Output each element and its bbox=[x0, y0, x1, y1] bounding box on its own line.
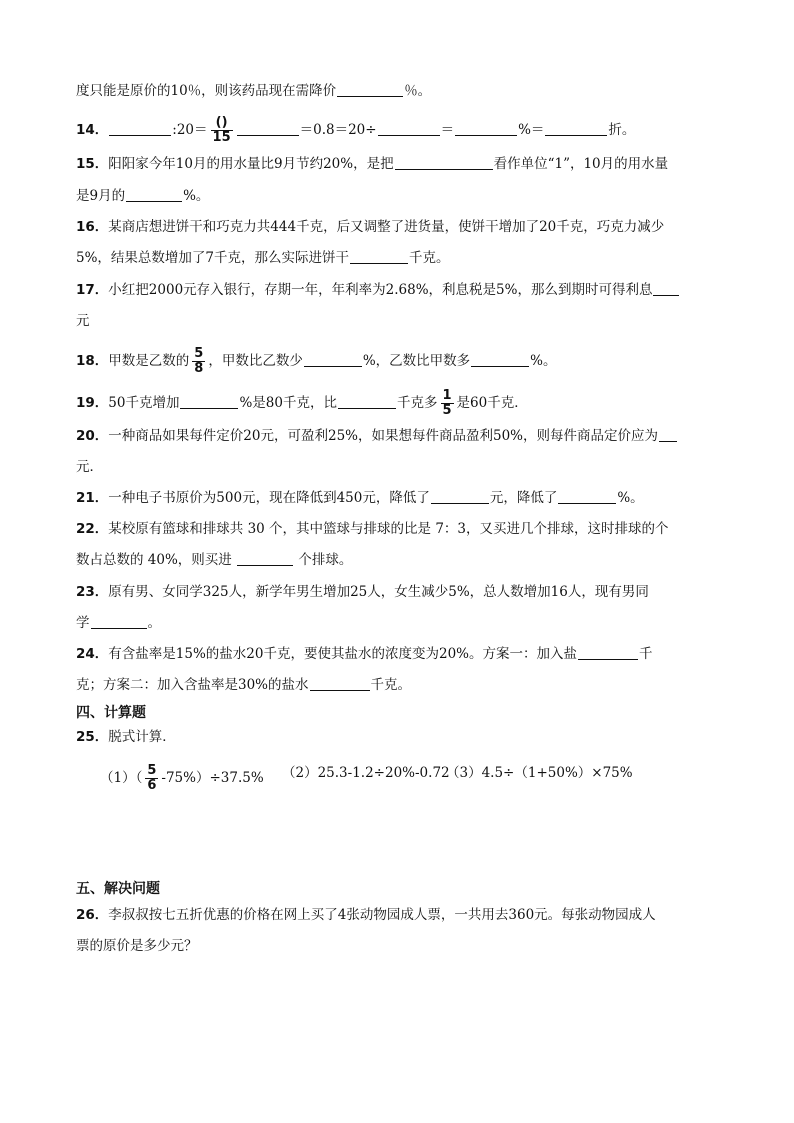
fraction-numerator: 1 bbox=[442, 388, 452, 403]
question-number: 17． bbox=[76, 282, 109, 298]
question-26-line-1 bbox=[76, 906, 721, 924]
q19-text-d: 是60千克． bbox=[456, 395, 528, 411]
question-17-line-1 bbox=[76, 281, 721, 299]
fraction-numerator: 5 bbox=[194, 346, 204, 361]
answer-blank[interactable] bbox=[431, 489, 489, 504]
q17-text-b: 元 bbox=[76, 313, 90, 329]
question-16-line-2 bbox=[76, 249, 721, 267]
q25-part-2: （2）25.3-1.2÷20%-0.72 bbox=[282, 765, 450, 781]
section-heading-problem-solving: 五、解决问题 bbox=[76, 881, 160, 897]
q18-text-a: 甲数是乙数的 bbox=[108, 353, 190, 369]
question-number: 19． bbox=[76, 395, 109, 411]
q18-text-c: %，乙数比甲数多 bbox=[362, 353, 471, 369]
fraction bbox=[145, 764, 158, 793]
q19-text-c: 千克多 bbox=[397, 395, 438, 411]
answer-blank[interactable] bbox=[180, 394, 238, 409]
question-21 bbox=[76, 489, 721, 507]
q13-text-end: ％。 bbox=[404, 83, 432, 99]
question-number: 15． bbox=[76, 156, 109, 172]
q24-text-d: 千克。 bbox=[370, 677, 412, 693]
q14-text-d: %＝ bbox=[518, 122, 545, 138]
fraction-numerator: () bbox=[215, 115, 228, 130]
question-17-line-2 bbox=[76, 312, 721, 330]
question-22-line-1 bbox=[76, 520, 721, 538]
q25-text: 脱式计算． bbox=[108, 729, 176, 745]
question-24-line-1 bbox=[76, 645, 721, 663]
q16-text-c: 千克。 bbox=[409, 250, 450, 266]
q18-text-d: %。 bbox=[530, 353, 557, 369]
answer-blank[interactable] bbox=[558, 489, 616, 504]
fraction-denominator: 5 bbox=[442, 403, 452, 418]
answer-blank[interactable] bbox=[91, 614, 147, 629]
q14-text-b: ＝0.8＝20÷ bbox=[299, 122, 377, 138]
q13-text: 度只能是原价的10％，则该药品现在需降价 bbox=[76, 83, 337, 99]
answer-blank[interactable] bbox=[471, 352, 529, 367]
q18-text-b: ，甲数比乙数少 bbox=[208, 353, 303, 369]
q23-text-c: 。 bbox=[147, 615, 161, 631]
q21-text-a: 一种电子书原价为500元，现在降低到450元，降低了 bbox=[108, 490, 430, 506]
q24-text-b: 千 bbox=[639, 646, 653, 662]
question-25 bbox=[76, 728, 721, 746]
answer-blank[interactable] bbox=[338, 394, 396, 409]
question-23-line-2 bbox=[76, 614, 721, 632]
q19-text-b: %是80千克，比 bbox=[239, 395, 337, 411]
question-20-line-1 bbox=[76, 427, 721, 445]
answer-blank[interactable] bbox=[310, 676, 370, 691]
answer-blank[interactable] bbox=[304, 352, 362, 367]
answer-blank[interactable] bbox=[395, 155, 493, 170]
q15-text-d: %。 bbox=[183, 188, 210, 204]
q16-text-b: 5%，结果总数增加了7千克，那么实际进饼干 bbox=[76, 250, 350, 266]
question-number: 22． bbox=[76, 521, 109, 537]
section-heading-calculation: 四、计算题 bbox=[76, 705, 146, 721]
q14-text-a: :20＝ bbox=[172, 122, 208, 138]
q25-part-1-text-b: -75%）÷37.5% bbox=[161, 770, 264, 786]
q21-text-b: 元，降低了 bbox=[489, 490, 558, 506]
q14-text-e: 折。 bbox=[608, 122, 636, 138]
q15-text-c: 是9月的 bbox=[76, 188, 126, 204]
question-13-tail bbox=[76, 82, 721, 100]
q21-text-c: %。 bbox=[617, 490, 644, 506]
q24-text-a: 有含盐率是15%的盐水20千克，要使其盐水的浓度变为20%。方案一：加入盐 bbox=[108, 646, 577, 662]
answer-blank[interactable] bbox=[653, 281, 679, 296]
question-number: 25． bbox=[76, 729, 109, 745]
question-19 bbox=[76, 389, 721, 418]
question-24-line-2 bbox=[76, 676, 721, 694]
q14-text-c: ＝ bbox=[440, 122, 455, 138]
q16-text-a: 某商店想进饼干和巧克力共444千克，后又调整了进货量，使饼干增加了20千克，巧克力减少 bbox=[108, 219, 665, 235]
question-number: 24． bbox=[76, 646, 109, 662]
q20-text-b: 元． bbox=[76, 459, 103, 475]
q23-text-a: 原有男、女同学325人，新学年男生增加25人，女生减少5%，总人数增加16人，现有男同 bbox=[108, 584, 649, 600]
question-number: 14． bbox=[76, 122, 109, 138]
answer-blank[interactable] bbox=[659, 427, 677, 442]
answer-blank[interactable] bbox=[455, 121, 517, 136]
question-23-line-1 bbox=[76, 583, 721, 601]
fraction-denominator: 8 bbox=[194, 361, 204, 376]
answer-blank[interactable] bbox=[337, 82, 403, 97]
q26-text-b: 票的原价是多少元？ bbox=[76, 938, 198, 954]
answer-blank[interactable] bbox=[237, 121, 299, 136]
q25-part-1-text-a: （1）（ bbox=[100, 770, 143, 786]
fraction-denominator: 15 bbox=[212, 130, 231, 145]
fraction bbox=[441, 389, 454, 418]
answer-blank[interactable] bbox=[378, 121, 440, 136]
question-number: 18． bbox=[76, 353, 109, 369]
q19-text-a: 50千克增加 bbox=[108, 395, 180, 411]
answer-blank[interactable] bbox=[237, 551, 293, 566]
question-number: 21． bbox=[76, 490, 109, 506]
q20-text-a: 一种商品如果每件定价20元，可盈利25%，如果想每件商品盈利50%，则每件商品定价应为 bbox=[108, 428, 658, 444]
question-18 bbox=[76, 347, 721, 376]
question-16-line-1 bbox=[76, 218, 721, 236]
answer-blank[interactable] bbox=[578, 645, 638, 660]
question-20-line-2 bbox=[76, 458, 721, 476]
fraction bbox=[211, 116, 233, 145]
question-15-line-2 bbox=[76, 187, 721, 205]
question-number: 23． bbox=[76, 584, 109, 600]
q22-text-a: 某校原有篮球和排球共 30 个，其中篮球与排球的比是 7：3，又买进几个排球，这时排球的个 bbox=[108, 521, 669, 537]
answer-blank[interactable] bbox=[545, 121, 607, 136]
answer-blank[interactable] bbox=[109, 121, 171, 136]
q22-text-b: 数占总数的 40%，则买进 bbox=[76, 552, 237, 568]
q17-text-a: 小红把2000元存入银行，存期一年，年利率为2.68%，利息税是5%，那么到期时可得利息 bbox=[108, 282, 653, 298]
fraction-denominator: 6 bbox=[147, 778, 157, 793]
question-number: 16． bbox=[76, 219, 109, 235]
q22-text-c: 个排球。 bbox=[294, 552, 353, 568]
answer-blank[interactable] bbox=[350, 249, 408, 264]
question-15-line-1 bbox=[76, 155, 721, 173]
q23-text-b: 学 bbox=[76, 615, 90, 631]
question-number: 20． bbox=[76, 428, 109, 444]
q24-text-c: 克；方案二：加入含盐率是30%的盐水 bbox=[76, 677, 309, 693]
question-26-line-2 bbox=[76, 937, 721, 955]
q15-text-b: 看作单位“1”，10月的用水量 bbox=[493, 156, 669, 172]
question-number: 26． bbox=[76, 907, 109, 923]
q25-part-3: （3）4.5÷（1+50%）×75% bbox=[446, 765, 633, 781]
answer-blank[interactable] bbox=[126, 187, 182, 202]
q15-text-a: 阳阳家今年10月的用水量比9月节约20%，是把 bbox=[108, 156, 394, 172]
q26-text-a: 李叔叔按七五折优惠的价格在网上买了4张动物园成人票，一共用去360元。每张动物园成人 bbox=[108, 907, 656, 923]
q25-part-1 bbox=[100, 764, 264, 793]
question-14 bbox=[76, 116, 721, 145]
fraction bbox=[192, 347, 205, 376]
question-22-line-2 bbox=[76, 551, 721, 569]
fraction-numerator: 5 bbox=[147, 763, 157, 778]
